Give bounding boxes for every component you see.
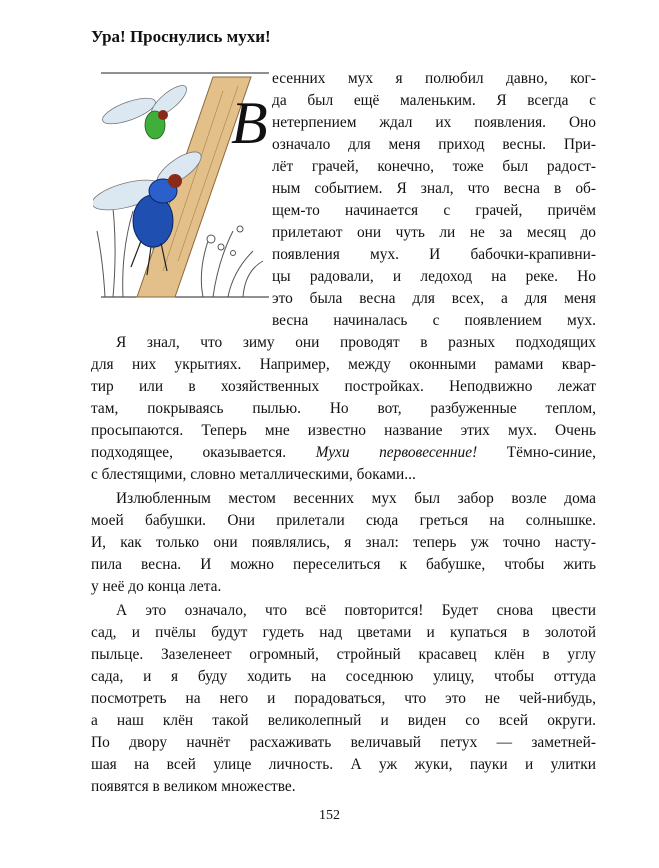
text-line: нетерпением ждал их появления. Оно: [272, 114, 596, 131]
green-fly-icon: [100, 81, 191, 139]
text-line: для них укрытиях. Например, между оконными рамами квар-: [91, 356, 596, 373]
text-line: моей бабушки. Они прилетали сюда греться на солнышке.: [91, 512, 596, 529]
text-line-italic: [91, 442, 596, 464]
text-line: у неё до конца лета.: [91, 578, 222, 595]
text-line: А это означало, что всё повторится! Будет снова цвести: [116, 602, 596, 619]
text-line: там, покрываясь пылью. Но вот, разбуженные теплом,: [91, 400, 596, 417]
text-line: есенних мух я полюбил давно, ког-: [272, 70, 596, 87]
text-line: ным событием. Я знал, что весна в об-: [272, 180, 596, 197]
drop-cap-letter: В: [231, 90, 268, 156]
text-line: шая на всей улице личность. А уж жуки, пауки и улитки: [91, 756, 596, 773]
text-line: Излюбленным местом весенних мух был забор возле дома: [116, 490, 596, 507]
page-number: 152: [319, 808, 340, 823]
italic-phrase: Мухи первовесенние!: [315, 444, 478, 461]
text-line: сад, и пчёлы будут гудеть над цветами и купаться в золотой: [91, 624, 596, 641]
drop-cap-illustration: [93, 71, 269, 299]
text-line: прилетают они чуть ли не за месяц до: [272, 224, 596, 241]
text-line: По двору начнёт расхаживать величавый петух — заметней-: [91, 734, 596, 751]
text-line: да был ещё маленьким. Я всегда с: [272, 92, 596, 109]
text-line: весна начиналась с появлением мух.: [272, 312, 596, 329]
text-line: лёт грачей, конечно, тоже был радост-: [272, 158, 596, 175]
text-line: появления мух. И бабочки-крапивни-: [272, 246, 596, 263]
text-line: цы радовали, и ледоход на реке. Но: [272, 268, 596, 285]
text-line: появятся в великом множестве.: [91, 778, 296, 795]
text-line: пила весна. И можно переселиться к бабушке, чтобы жить: [91, 556, 596, 573]
text-line: а наш клён такой великолепный и виден со всей округи.: [91, 712, 596, 729]
text-line: с блестящими, словно металлическими, боками...: [91, 466, 416, 483]
text-line: посмотреть на него и порадоваться, что это не чей-нибудь,: [91, 690, 596, 707]
text-line: И, как только они появлялись, я знал: теперь уж точно насту-: [91, 534, 596, 551]
text-line: пыльце. Зазеленеет огромный, стройный красавец клён в углу: [91, 646, 596, 663]
text-fragment: подходящее, оказывается.: [91, 444, 316, 461]
text-line: сада, и я буду ходить на соседнюю улицу, чтобы оттуда: [91, 668, 596, 685]
text-line: тир или в хозяйственных постройках. Неподвижно лежат: [91, 378, 596, 395]
chapter-title: Ура! Проснулись мухи!: [91, 27, 271, 46]
text-line: означало для меня приход весны. При-: [272, 136, 596, 153]
text-line: Я знал, что зиму они проводят в разных подходящих: [116, 334, 596, 351]
text-line: просыпаются. Теперь мне известно название этих мух. Очень: [91, 422, 596, 439]
text-line: это была весна для всех, а для меня: [272, 290, 596, 307]
text-line: щем-то начинается с грачей, причём: [272, 202, 596, 219]
text-fragment: Тёмно-синие,: [477, 444, 596, 461]
